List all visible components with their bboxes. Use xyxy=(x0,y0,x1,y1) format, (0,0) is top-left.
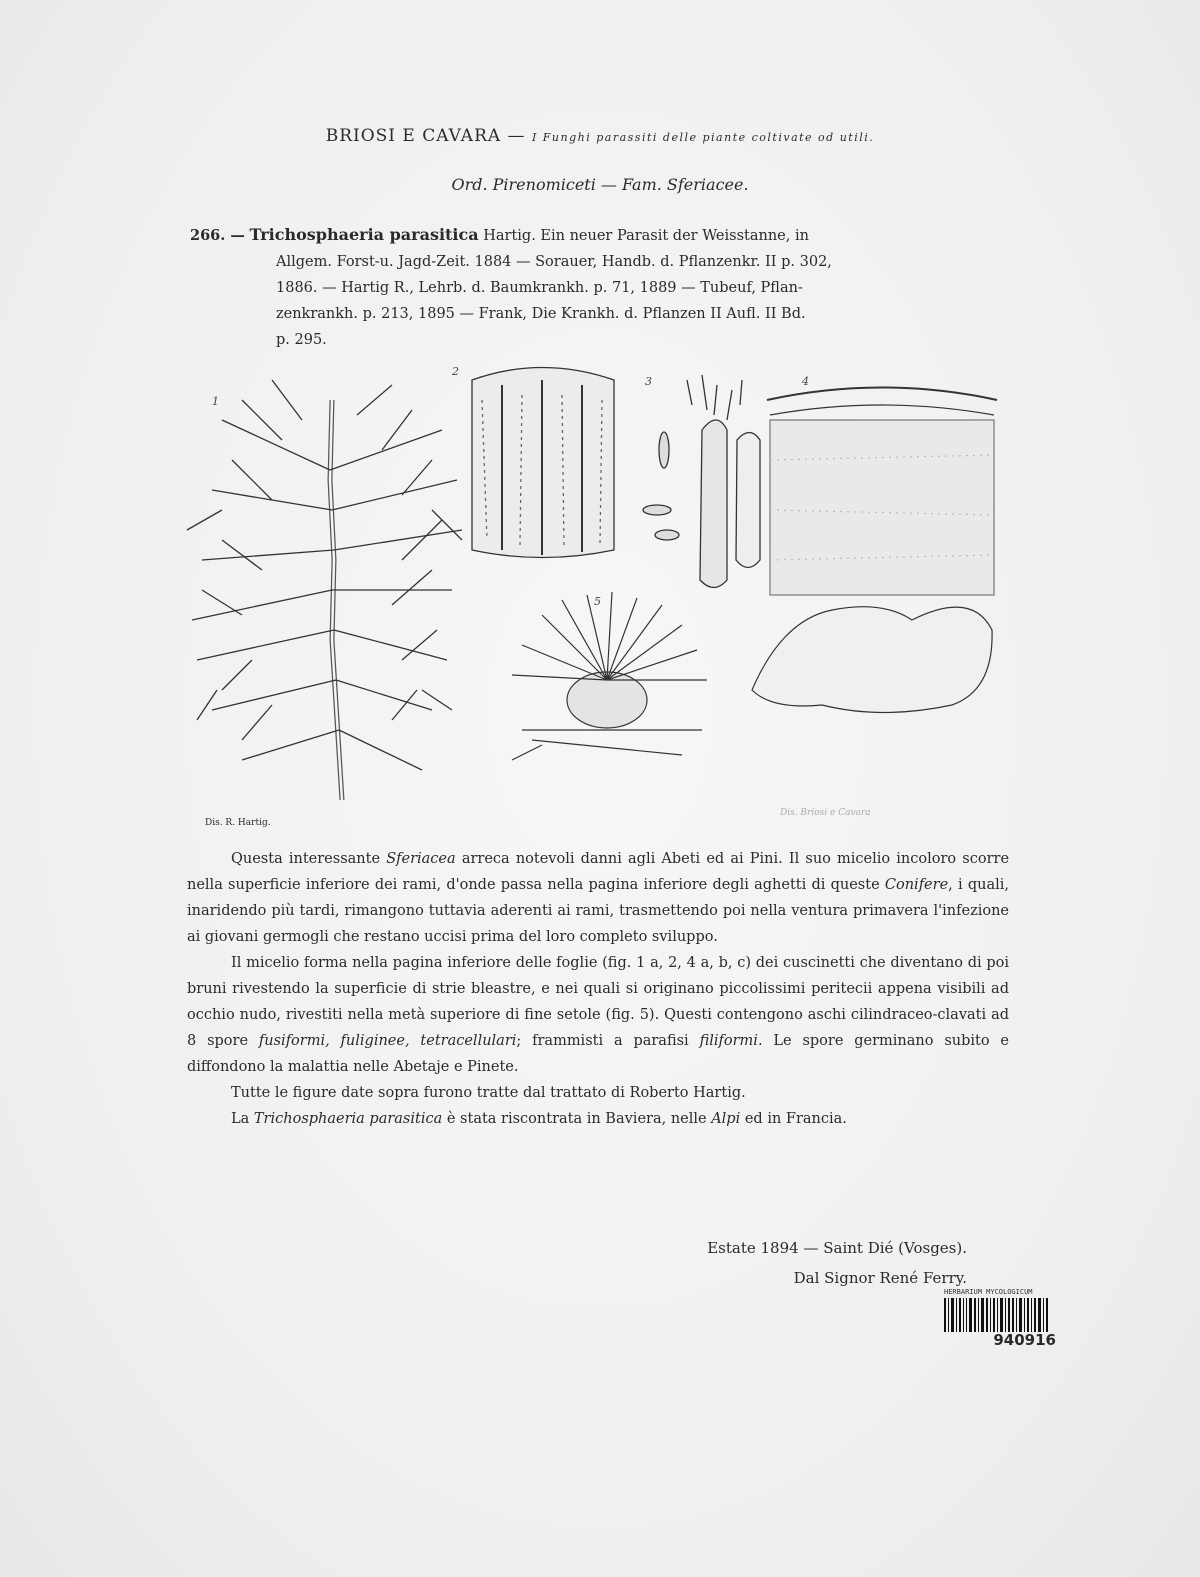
species-entry xyxy=(190,222,1012,353)
figure-number-4: 4 xyxy=(802,375,809,388)
collection-note xyxy=(707,1233,967,1293)
entry-citation-line-3: 1886. — Hartig R., Lehrb. d. Baumkrankh. p. 71, 1889 — Tubeuf, Pflan- xyxy=(276,280,803,296)
order-family-line: Ord. Pirenomiceti — Fam. Sferiacee. xyxy=(451,175,749,194)
figure-number-3: 3 xyxy=(645,375,652,388)
plate-caption-right: Dis. Briosi e Cavara xyxy=(780,808,871,818)
barcode-number: 940916 xyxy=(993,1331,1056,1349)
illustration-plate xyxy=(182,360,1008,828)
description-text xyxy=(187,846,1009,1132)
species-name: Trichosphaeria parasitica xyxy=(249,225,479,244)
plate-caption-left: Dis. R. Hartig. xyxy=(205,818,271,828)
p4-text-a: La xyxy=(231,1111,250,1127)
p1-text-b: Sferiacea xyxy=(386,851,456,867)
page-header xyxy=(0,126,1200,146)
entry-citation-line-2: Allgem. Forst-u. Jagd-Zeit. 1884 — Sorauer, Handb. d. Pflanzenkr. II p. 302, xyxy=(276,254,832,270)
paragraph-1 xyxy=(187,846,1009,950)
p4-text-e: ed in Francia. xyxy=(744,1111,847,1127)
paragraph-4 xyxy=(187,1106,1009,1132)
barcode-label: HERBARIUM MYCOLOGICUM xyxy=(944,1288,1033,1296)
p2-text-d: filiformi xyxy=(699,1033,758,1049)
paragraph-3: Tutte le figure date sopra furono tratte dal trattato di Roberto Hartig. xyxy=(231,1085,746,1101)
p1-text-c: arreca notevoli danni agli Abeti ed ai Pini. Il suo micelio incoloro scorre nella superficie inferiore dei rami, d'onde passa nella pagina inferiore degli aghetti di queste xyxy=(187,851,1010,893)
figure-number-2: 2 xyxy=(452,365,459,378)
figure-2-needle-section xyxy=(451,365,614,558)
figure-3-asci-spores xyxy=(643,375,760,588)
p1-text-a: Questa interessante xyxy=(231,851,381,867)
barcode-bars xyxy=(944,1298,1074,1332)
p4-text-c: è stata riscontrata in Baviera, nelle xyxy=(446,1111,707,1127)
p4-text-b: Trichosphaeria parasitica xyxy=(253,1111,443,1127)
header-title: I Funghi parassiti delle piante coltivate od utili. xyxy=(531,131,875,144)
header-separator: — xyxy=(507,126,526,146)
paragraph-2 xyxy=(187,950,1009,1080)
figure-5-perithecium xyxy=(512,592,707,760)
p1-text-e: , i quali, inaridendo più tardi, rimangono tuttavia aderenti ai rami, trasmettendo poi nella ventura primavera l'infezione ai giovani germogli che restano uccisi prima del loro completo sviluppo. xyxy=(187,877,1009,945)
figure-number-5: 5 xyxy=(594,595,601,608)
p1-text-d: Conifere xyxy=(884,877,949,893)
collector: Dal Signor René Ferry. xyxy=(793,1269,967,1287)
header-authors: BRIOSI E CAVARA xyxy=(325,126,502,146)
p2-text-c: ; frammisti a parafisi xyxy=(516,1033,689,1049)
figure-4-tissue-section xyxy=(752,375,997,713)
entry-citation-line-1: Hartig. Ein neuer Parasit der Weisstanne, in xyxy=(483,228,809,244)
p2-text-e: . Le spore germinano subito e diffondono la malattia nelle Abetaje e Pinete. xyxy=(187,1033,1010,1075)
specimen-barcode xyxy=(944,1288,1074,1352)
entry-number: 266. — xyxy=(190,227,245,244)
collection-date-place: Estate 1894 — Saint Dié (Vosges). xyxy=(707,1239,967,1257)
p2-text-a: Il micelio forma nella pagina inferiore delle foglie (fig. 1 a, 2, 4 a, b, c) dei cuscinetti che diventano di poi bruni rivestendo la superficie di strie bleastre, e nei quali si originano piccolissimi peritecii appena visibili ad occhio nudo, rivestiti nella metà superiore di fine setole (fig. 5). Questi contengono aschi cilindraceo-clavati ad 8 spore xyxy=(187,955,1009,1049)
entry-citation-line-5: p. 295. xyxy=(276,332,327,348)
entry-citation-line-4: zenkrankh. p. 213, 1895 — Frank, Die Krankh. d. Pflanzen II Aufl. II Bd. xyxy=(276,306,806,322)
p2-text-b: fusiformi, fuliginee, tetracellulari xyxy=(258,1033,517,1049)
figure-number-1: 1 xyxy=(212,395,219,408)
figure-1-branch xyxy=(187,380,462,800)
p4-text-d: Alpi xyxy=(711,1111,741,1127)
